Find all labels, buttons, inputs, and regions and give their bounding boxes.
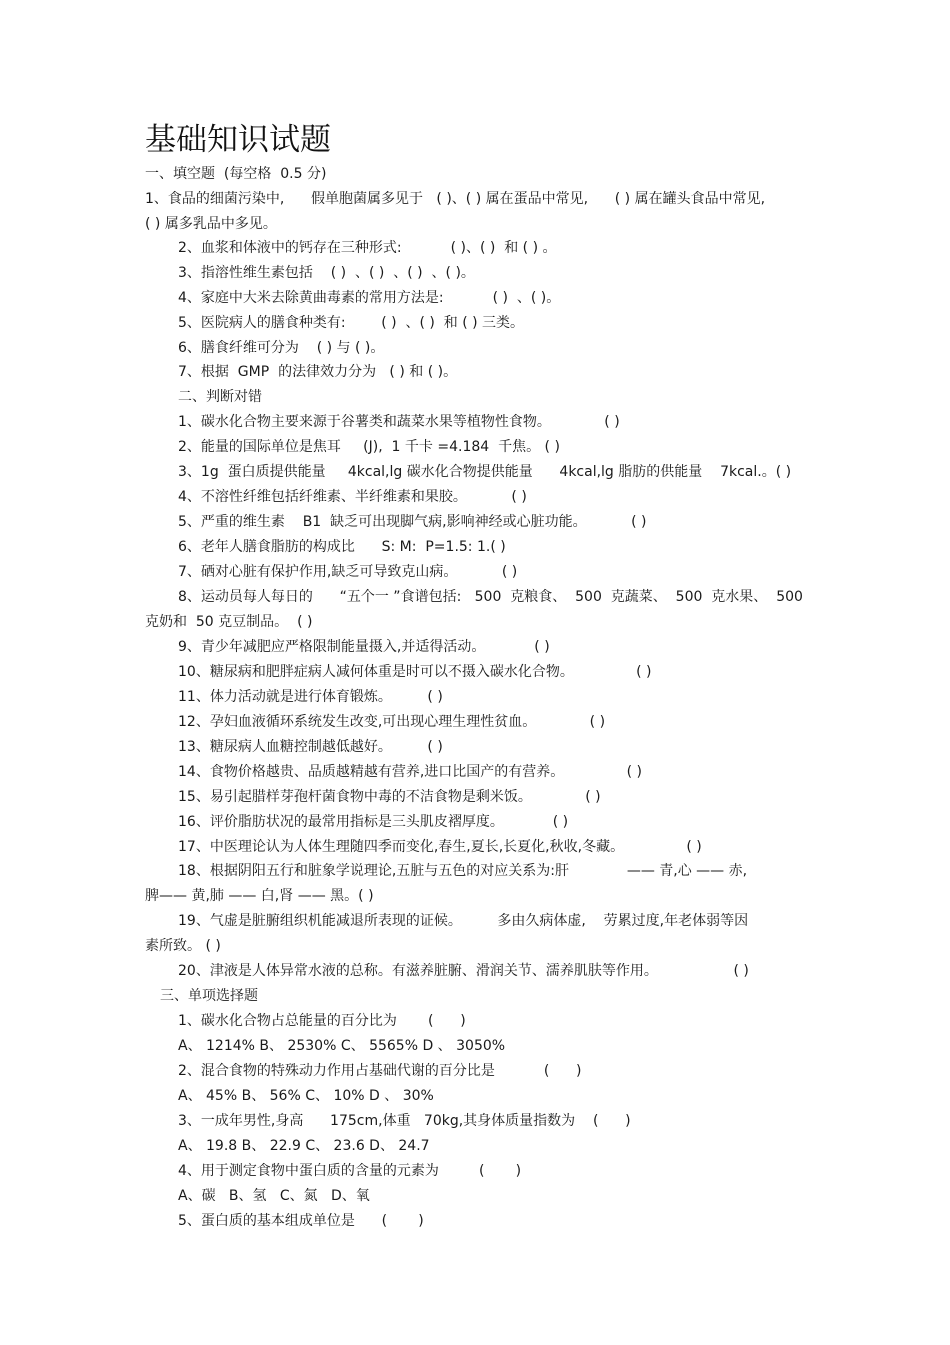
question-line: 8、运动员每人每日的 “五个一 ”食谱包括: 500 克粮食、 500 克蔬菜、 500 克水果、 500 bbox=[178, 589, 803, 605]
question-line: ( ) 属多乳品中多见。 bbox=[145, 216, 277, 232]
question-line: 9、青少年减肥应严格限制能量摄入,并适得活动。 ( ) bbox=[178, 639, 550, 655]
question-line: 12、孕妇血液循环系统发生改变,可出现心理生理性贫血。 ( ) bbox=[178, 714, 606, 730]
answer-options-line: A、碳 B、氢 C、氮 D、氧 bbox=[178, 1188, 370, 1204]
question-line: 19、气虚是脏腑组织机能减退所表现的证候。 多由久病体虚, 劳累过度,年老体弱等因 bbox=[178, 913, 749, 929]
question-line: 16、评价脂肪状况的最常用指标是三头肌皮褶厚度。 ( ) bbox=[178, 814, 569, 830]
question-line: 3、1g 蛋白质提供能量 4kcal,lg 碳水化合物提供能量 4kcal,lg 脂肪的供能量 7kcal.。( ) bbox=[178, 464, 792, 480]
question-line: 7、根据 GMP 的法律效力分为 ( ) 和 ( )。 bbox=[178, 364, 458, 380]
question-line: 脾—— 黄,肺 —— 白,肾 —— 黑。( ) bbox=[145, 888, 374, 904]
question-line: 5、医院病人的膳食种类有: ( ) 、( ) 和 ( ) 三类。 bbox=[178, 315, 525, 331]
question-line: 4、家庭中大米去除黄曲毒素的常用方法是: ( ) 、( )。 bbox=[178, 290, 561, 306]
section-heading-single-choice: 三、单项选择题 bbox=[160, 988, 258, 1004]
question-line: 10、糖尿病和肥胖症病人减何体重是时可以不摄入碳水化合物。 ( ) bbox=[178, 664, 652, 680]
question-line: 克奶和 50 克豆制品。 ( ) bbox=[145, 614, 313, 630]
question-line: 2、血浆和体液中的钙存在三种形式: ( )、( ) 和 ( ) 。 bbox=[178, 240, 557, 256]
question-line: 2、混合食物的特殊动力作用占基础代谢的百分比是 ( ) bbox=[178, 1063, 582, 1079]
answer-options-line: A、 45% B、 56% C、 10% D 、 30% bbox=[178, 1088, 434, 1104]
question-line: 4、不溶性纤维包括纤维素、半纤维素和果胶。 ( ) bbox=[178, 489, 527, 505]
question-line: 18、根据阴阳五行和脏象学说理论,五脏与五色的对应关系为:肝 —— 青,心 —— 赤, bbox=[178, 863, 748, 879]
question-line: 6、老年人膳食脂肪的构成比 S: M: P=1.5: 1.( ) bbox=[178, 539, 506, 555]
question-line: 14、食物价格越贵、品质越精越有营养,进口比国产的有营养。 ( ) bbox=[178, 764, 642, 780]
question-line: 3、一成年男性,身高 175cm,体重 70kg,其身体质量指数为 ( ) bbox=[178, 1113, 631, 1129]
section-heading-fill-blank: 一、填空题 (每空格 0.5 分) bbox=[145, 166, 327, 182]
question-line: 15、易引起腊样芽孢杆菌食物中毒的不洁食物是剩米饭。 ( ) bbox=[178, 789, 601, 805]
question-line: 20、津液是人体异常水液的总称。有滋养脏腑、滑润关节、濡养肌肤等作用。 ( ) bbox=[178, 963, 749, 979]
question-line: 4、用于测定食物中蛋白质的含量的元素为 ( ) bbox=[178, 1163, 522, 1179]
question-line: 素所致。 ( ) bbox=[145, 938, 221, 954]
question-line: 6、膳食纤维可分为 ( ) 与 ( )。 bbox=[178, 340, 385, 356]
answer-options-line: A、 1214% B、 2530% C、 5565% D 、 3050% bbox=[178, 1038, 506, 1054]
document-title: 基础知识试题 bbox=[145, 122, 331, 158]
question-line: 3、指溶性维生素包括 ( ) 、( ) 、( ) 、( )。 bbox=[178, 265, 475, 281]
question-line: 1、碳水化合物主要来源于谷薯类和蔬菜水果等植物性食物。 ( ) bbox=[178, 414, 620, 430]
question-line: 1、食品的细菌污染中, 假单胞菌属多见于 ( )、( ) 属在蛋品中常见, ( ) 属在罐头食品中常见, bbox=[145, 191, 766, 207]
question-line: 1、碳水化合物占总能量的百分比为 ( ) bbox=[178, 1013, 466, 1029]
question-line: 5、蛋白质的基本组成单位是 ( ) bbox=[178, 1213, 424, 1229]
question-line: 5、严重的维生素 B1 缺乏可出现脚气病,影响神经或心脏功能。 ( ) bbox=[178, 514, 647, 530]
answer-options-line: A、 19.8 B、 22.9 C、 23.6 D、 24.7 bbox=[178, 1138, 430, 1154]
question-line: 2、能量的国际单位是焦耳 (J), 1 千卡 =4.184 千焦。 ( ) bbox=[178, 439, 560, 455]
question-line: 13、糖尿病人血糖控制越低越好。 ( ) bbox=[178, 739, 443, 755]
question-line: 17、中医理论认为人体生理随四季而变化,春生,夏长,长夏化,秋收,冬藏。 ( ) bbox=[178, 839, 702, 855]
question-line: 7、硒对心脏有保护作用,缺乏可导致克山病。 ( ) bbox=[178, 564, 518, 580]
question-line: 11、体力活动就是进行体育锻炼。 ( ) bbox=[178, 689, 443, 705]
section-heading-true-false: 二、判断对错 bbox=[178, 389, 262, 405]
